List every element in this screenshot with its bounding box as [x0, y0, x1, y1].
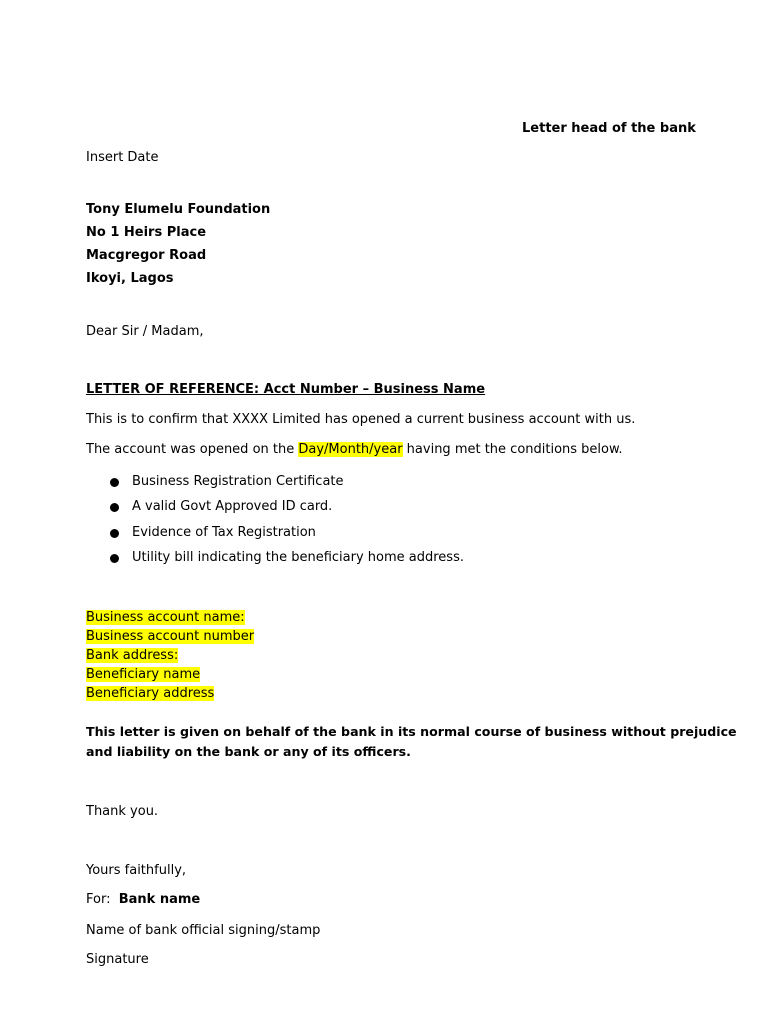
thank-you-line: Thank you.	[86, 804, 159, 819]
recipient-address-line: Macgregor Road	[86, 248, 207, 263]
account-field-label: Business account name:	[86, 610, 245, 625]
signature-line: Signature	[86, 952, 149, 967]
condition-item	[108, 523, 464, 548]
account-field	[86, 684, 254, 703]
recipient-address-line: Tony Elumelu Foundation	[86, 202, 271, 217]
closing-line: Yours faithfully,	[86, 863, 187, 878]
account-field	[86, 646, 254, 665]
condition-text: Business Registration Certificate	[132, 474, 344, 489]
condition-item	[108, 472, 464, 497]
account-field-label: Beneficiary address	[86, 686, 215, 701]
for-bank-line	[86, 890, 200, 909]
for-prefix: For:	[86, 892, 111, 907]
confirmation-paragraph: This is to confirm that XXXX Limited has opened a current business account with us.	[86, 412, 636, 427]
opening-date-text-before: The account was opened on the	[86, 442, 299, 457]
account-field	[86, 608, 254, 627]
bullet-icon	[110, 554, 119, 563]
bullet-icon	[110, 529, 119, 538]
condition-item	[108, 497, 464, 522]
condition-text: A valid Govt Approved ID card.	[132, 499, 333, 515]
bullet-icon	[110, 478, 119, 487]
account-field	[86, 627, 254, 646]
conditions-list	[108, 472, 464, 573]
date-placeholder: Insert Date	[86, 150, 159, 165]
opening-date-highlight: Day/Month/year	[298, 442, 403, 457]
letterhead-text: Letter head of the bank	[522, 121, 696, 136]
account-field	[86, 665, 254, 684]
recipient-address-line: No 1 Heirs Place	[86, 225, 207, 240]
disclaimer-paragraph: This letter is given on behalf of the bank in its normal course of business without prejudice and liability on the bank or any of its officers.	[86, 724, 737, 759]
official-signing-line: Name of bank official signing/stamp	[86, 923, 321, 938]
bank-name-placeholder: Bank name	[118, 892, 201, 907]
condition-text: Evidence of Tax Registration	[132, 524, 316, 540]
account-field-label: Bank address:	[86, 648, 179, 663]
account-details-block	[86, 608, 254, 703]
account-field-label: Beneficiary name	[86, 667, 201, 682]
bullet-icon	[110, 503, 119, 512]
opening-date-paragraph	[86, 440, 623, 459]
subject-line: LETTER OF REFERENCE: Acct Number – Business Name	[86, 382, 486, 397]
account-field-label: Business account number	[86, 629, 255, 644]
condition-text: Utility bill indicating the beneficiary home address.	[132, 549, 464, 565]
recipient-address-line: Ikoyi, Lagos	[86, 271, 174, 286]
salutation: Dear Sir / Madam,	[86, 324, 204, 339]
condition-item	[108, 548, 464, 573]
opening-date-text-after: having met the conditions below.	[402, 442, 623, 457]
